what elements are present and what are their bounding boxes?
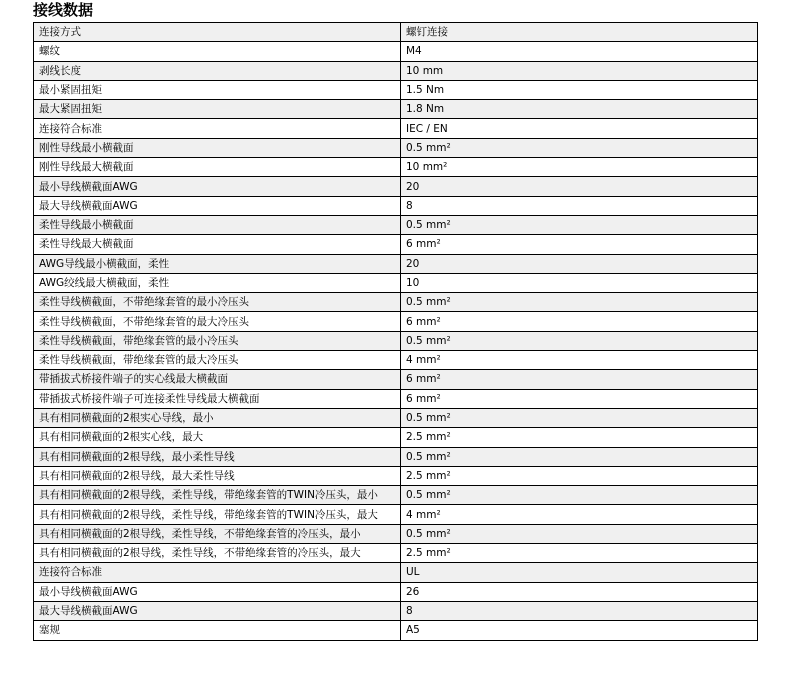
property-value-cell: 0.5 mm² (401, 293, 758, 312)
property-name-cell: 最小导线横截面AWG (34, 177, 401, 196)
table-row (34, 158, 758, 177)
property-value-cell: 0.5 mm² (401, 447, 758, 466)
property-value-cell: 6 mm² (401, 389, 758, 408)
property-value-cell: 8 (401, 601, 758, 620)
property-value-cell: 8 (401, 196, 758, 215)
property-value-cell: IEC / EN (401, 119, 758, 138)
property-name-cell: 剥线长度 (34, 61, 401, 80)
table-row (34, 582, 758, 601)
property-value-cell: 螺钉连接 (401, 23, 758, 42)
property-name-cell: 具有相同横截面的2根导线，柔性导线，不带绝缘套管的冷压头，最小 (34, 524, 401, 543)
property-value-cell: 10 (401, 273, 758, 292)
table-row (34, 389, 758, 408)
table-row (34, 621, 758, 640)
table-row (34, 312, 758, 331)
table-row (34, 601, 758, 620)
property-name-cell: 柔性导线最大横截面 (34, 235, 401, 254)
property-name-cell: 具有相同横截面的2根导线，柔性导线，不带绝缘套管的冷压头，最大 (34, 544, 401, 563)
table-row (34, 177, 758, 196)
table-row (34, 23, 758, 42)
property-name-cell: 最大导线横截面AWG (34, 196, 401, 215)
table-row (34, 544, 758, 563)
table-body (34, 23, 758, 641)
table-row (34, 351, 758, 370)
table-row (34, 524, 758, 543)
table-row (34, 466, 758, 485)
connection-data-table (33, 22, 758, 641)
property-value-cell: 0.5 mm² (401, 408, 758, 427)
property-value-cell: 0.5 mm² (401, 486, 758, 505)
property-name-cell: AWG导线最小横截面，柔性 (34, 254, 401, 273)
table-row (34, 119, 758, 138)
property-value-cell: A5 (401, 621, 758, 640)
property-name-cell: 刚性导线最大横截面 (34, 158, 401, 177)
property-name-cell: 塞规 (34, 621, 401, 640)
property-name-cell: 柔性导线横截面，不带绝缘套管的最小冷压头 (34, 293, 401, 312)
property-value-cell: 1.5 Nm (401, 80, 758, 99)
table-row (34, 447, 758, 466)
property-value-cell: 2.5 mm² (401, 544, 758, 563)
property-name-cell: 连接符合标准 (34, 119, 401, 138)
section-title: 接线数据 (33, 1, 94, 19)
property-name-cell: 最小紧固扭矩 (34, 80, 401, 99)
table-row (34, 293, 758, 312)
property-value-cell: 6 mm² (401, 370, 758, 389)
table-row (34, 428, 758, 447)
table-row (34, 563, 758, 582)
property-name-cell: AWG绞线最大横截面，柔性 (34, 273, 401, 292)
property-name-cell: 柔性导线最小横截面 (34, 215, 401, 234)
property-name-cell: 具有相同横截面的2根导线，最大柔性导线 (34, 466, 401, 485)
property-value-cell: 0.5 mm² (401, 138, 758, 157)
property-name-cell: 螺纹 (34, 42, 401, 61)
property-value-cell: 20 (401, 177, 758, 196)
property-value-cell: 26 (401, 582, 758, 601)
table-row (34, 61, 758, 80)
table-row (34, 273, 758, 292)
table-row (34, 505, 758, 524)
property-value-cell: 2.5 mm² (401, 466, 758, 485)
property-value-cell: M4 (401, 42, 758, 61)
property-name-cell: 最小导线横截面AWG (34, 582, 401, 601)
table-row (34, 408, 758, 427)
table-row (34, 138, 758, 157)
table-row (34, 42, 758, 61)
table-row (34, 100, 758, 119)
property-value-cell: 0.5 mm² (401, 524, 758, 543)
property-name-cell: 具有相同横截面的2根导线，柔性导线，带绝缘套管的TWIN冷压头，最小 (34, 486, 401, 505)
table-row (34, 215, 758, 234)
property-value-cell: 0.5 mm² (401, 331, 758, 350)
property-value-cell: 10 mm² (401, 158, 758, 177)
property-name-cell: 连接符合标准 (34, 563, 401, 582)
property-name-cell: 最大导线横截面AWG (34, 601, 401, 620)
property-name-cell: 具有相同横截面的2根实心线，最大 (34, 428, 401, 447)
property-name-cell: 刚性导线最小横截面 (34, 138, 401, 157)
property-value-cell: 6 mm² (401, 312, 758, 331)
table-row (34, 80, 758, 99)
property-name-cell: 具有相同横截面的2根导线，最小柔性导线 (34, 447, 401, 466)
property-value-cell: 1.8 Nm (401, 100, 758, 119)
property-value-cell: 4 mm² (401, 351, 758, 370)
property-value-cell: 6 mm² (401, 235, 758, 254)
property-name-cell: 柔性导线横截面，带绝缘套管的最小冷压头 (34, 331, 401, 350)
property-value-cell: 2.5 mm² (401, 428, 758, 447)
table-row (34, 196, 758, 215)
property-name-cell: 柔性导线横截面，带绝缘套管的最大冷压头 (34, 351, 401, 370)
property-value-cell: UL (401, 563, 758, 582)
table-row (34, 370, 758, 389)
table-row (34, 331, 758, 350)
table-row (34, 235, 758, 254)
property-name-cell: 柔性导线横截面，不带绝缘套管的最大冷压头 (34, 312, 401, 331)
property-name-cell: 具有相同横截面的2根导线，柔性导线，带绝缘套管的TWIN冷压头，最大 (34, 505, 401, 524)
property-name-cell: 带插拔式桥接件端子可连接柔性导线最大横截面 (34, 389, 401, 408)
property-value-cell: 0.5 mm² (401, 215, 758, 234)
property-name-cell: 具有相同横截面的2根实心导线，最小 (34, 408, 401, 427)
table-row (34, 254, 758, 273)
property-name-cell: 最大紧固扭矩 (34, 100, 401, 119)
property-value-cell: 20 (401, 254, 758, 273)
property-value-cell: 10 mm (401, 61, 758, 80)
property-name-cell: 带插拔式桥接件端子的实心线最大横截面 (34, 370, 401, 389)
table-row (34, 486, 758, 505)
property-name-cell: 连接方式 (34, 23, 401, 42)
property-value-cell: 4 mm² (401, 505, 758, 524)
